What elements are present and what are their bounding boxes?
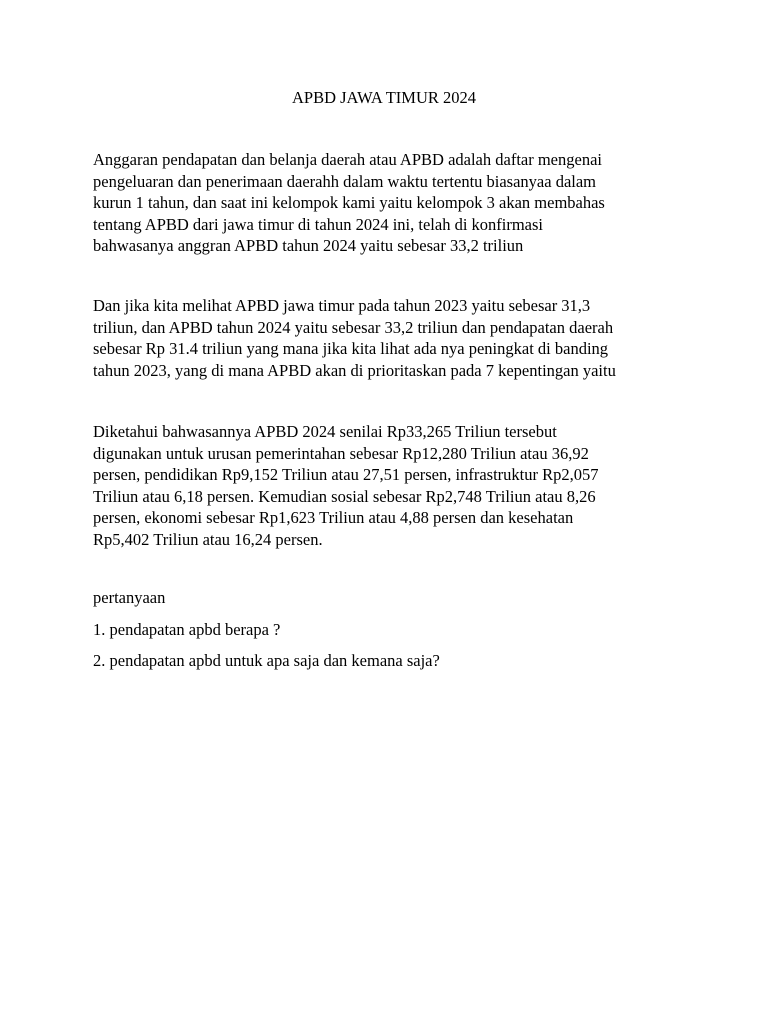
paragraph-line: persen, ekonomi sebesar Rp1,623 Triliun atau 4,88 persen dan kesehatan (93, 508, 574, 528)
paragraph-line: Rp5,402 Triliun atau 16,24 persen. (93, 529, 323, 549)
paragraph-line: Anggaran pendapatan dan belanja daerah atau APBD adalah daftar mengenai (93, 150, 602, 169)
paragraph-apbd-definition (93, 149, 683, 257)
paragraph-apbd-allocation (93, 421, 683, 551)
paragraph-line: kurun 1 tahun, dan saat ini kelompok kami yaitu kelompok 3 akan membahas (93, 193, 605, 213)
document-title: APBD JAWA TIMUR 2024 (291, 88, 477, 107)
paragraph-line: tahun 2023, yang di mana APBD akan di prioritaskan pada 7 kepentingan yaitu (93, 360, 616, 380)
paragraph-line: pengeluaran dan penerimaan daerahh dalam waktu tertentu biasanyaa dalam (93, 171, 597, 191)
paragraph-apbd-comparison (93, 295, 683, 381)
paragraph-line: Diketahui bahwasannya APBD 2024 senilai Rp33,265 Triliun tersebut (93, 422, 557, 441)
paragraph-line: persen, pendidikan Rp9,152 Triliun atau 27,51 persen, infrastruktur Rp2,057 (93, 465, 599, 485)
paragraph-line: Dan jika kita melihat APBD jawa timur pada tahun 2023 yaitu sebesar 31,3 (93, 296, 591, 315)
paragraph-line: Triliun atau 6,18 persen. Kemudian sosial sebesar Rp2,748 Triliun atau 8,26 (93, 486, 596, 506)
paragraph-line: triliun, dan APBD tahun 2024 yaitu sebesar 33,2 triliun dan pendapatan daerah (93, 317, 614, 337)
paragraph-line: bahwasanya anggran APBD tahun 2024 yaitu sebesar 33,2 triliun (93, 236, 524, 256)
question-item: 1. pendapatan apbd berapa ? (93, 620, 281, 639)
questions-heading: pertanyaan (93, 588, 166, 607)
paragraph-line: digunakan untuk urusan pemerintahan sebesar Rp12,280 Triliun atau 36,92 (93, 443, 589, 463)
paragraph-line: tentang APBD dari jawa timur di tahun 2024 ini, telah di konfirmasi (93, 214, 544, 234)
question-item: 2. pendapatan apbd untuk apa saja dan kemana saja? (93, 651, 440, 670)
paragraph-line: sebesar Rp 31.4 triliun yang mana jika kita lihat ada nya peningkat di banding (93, 339, 609, 359)
